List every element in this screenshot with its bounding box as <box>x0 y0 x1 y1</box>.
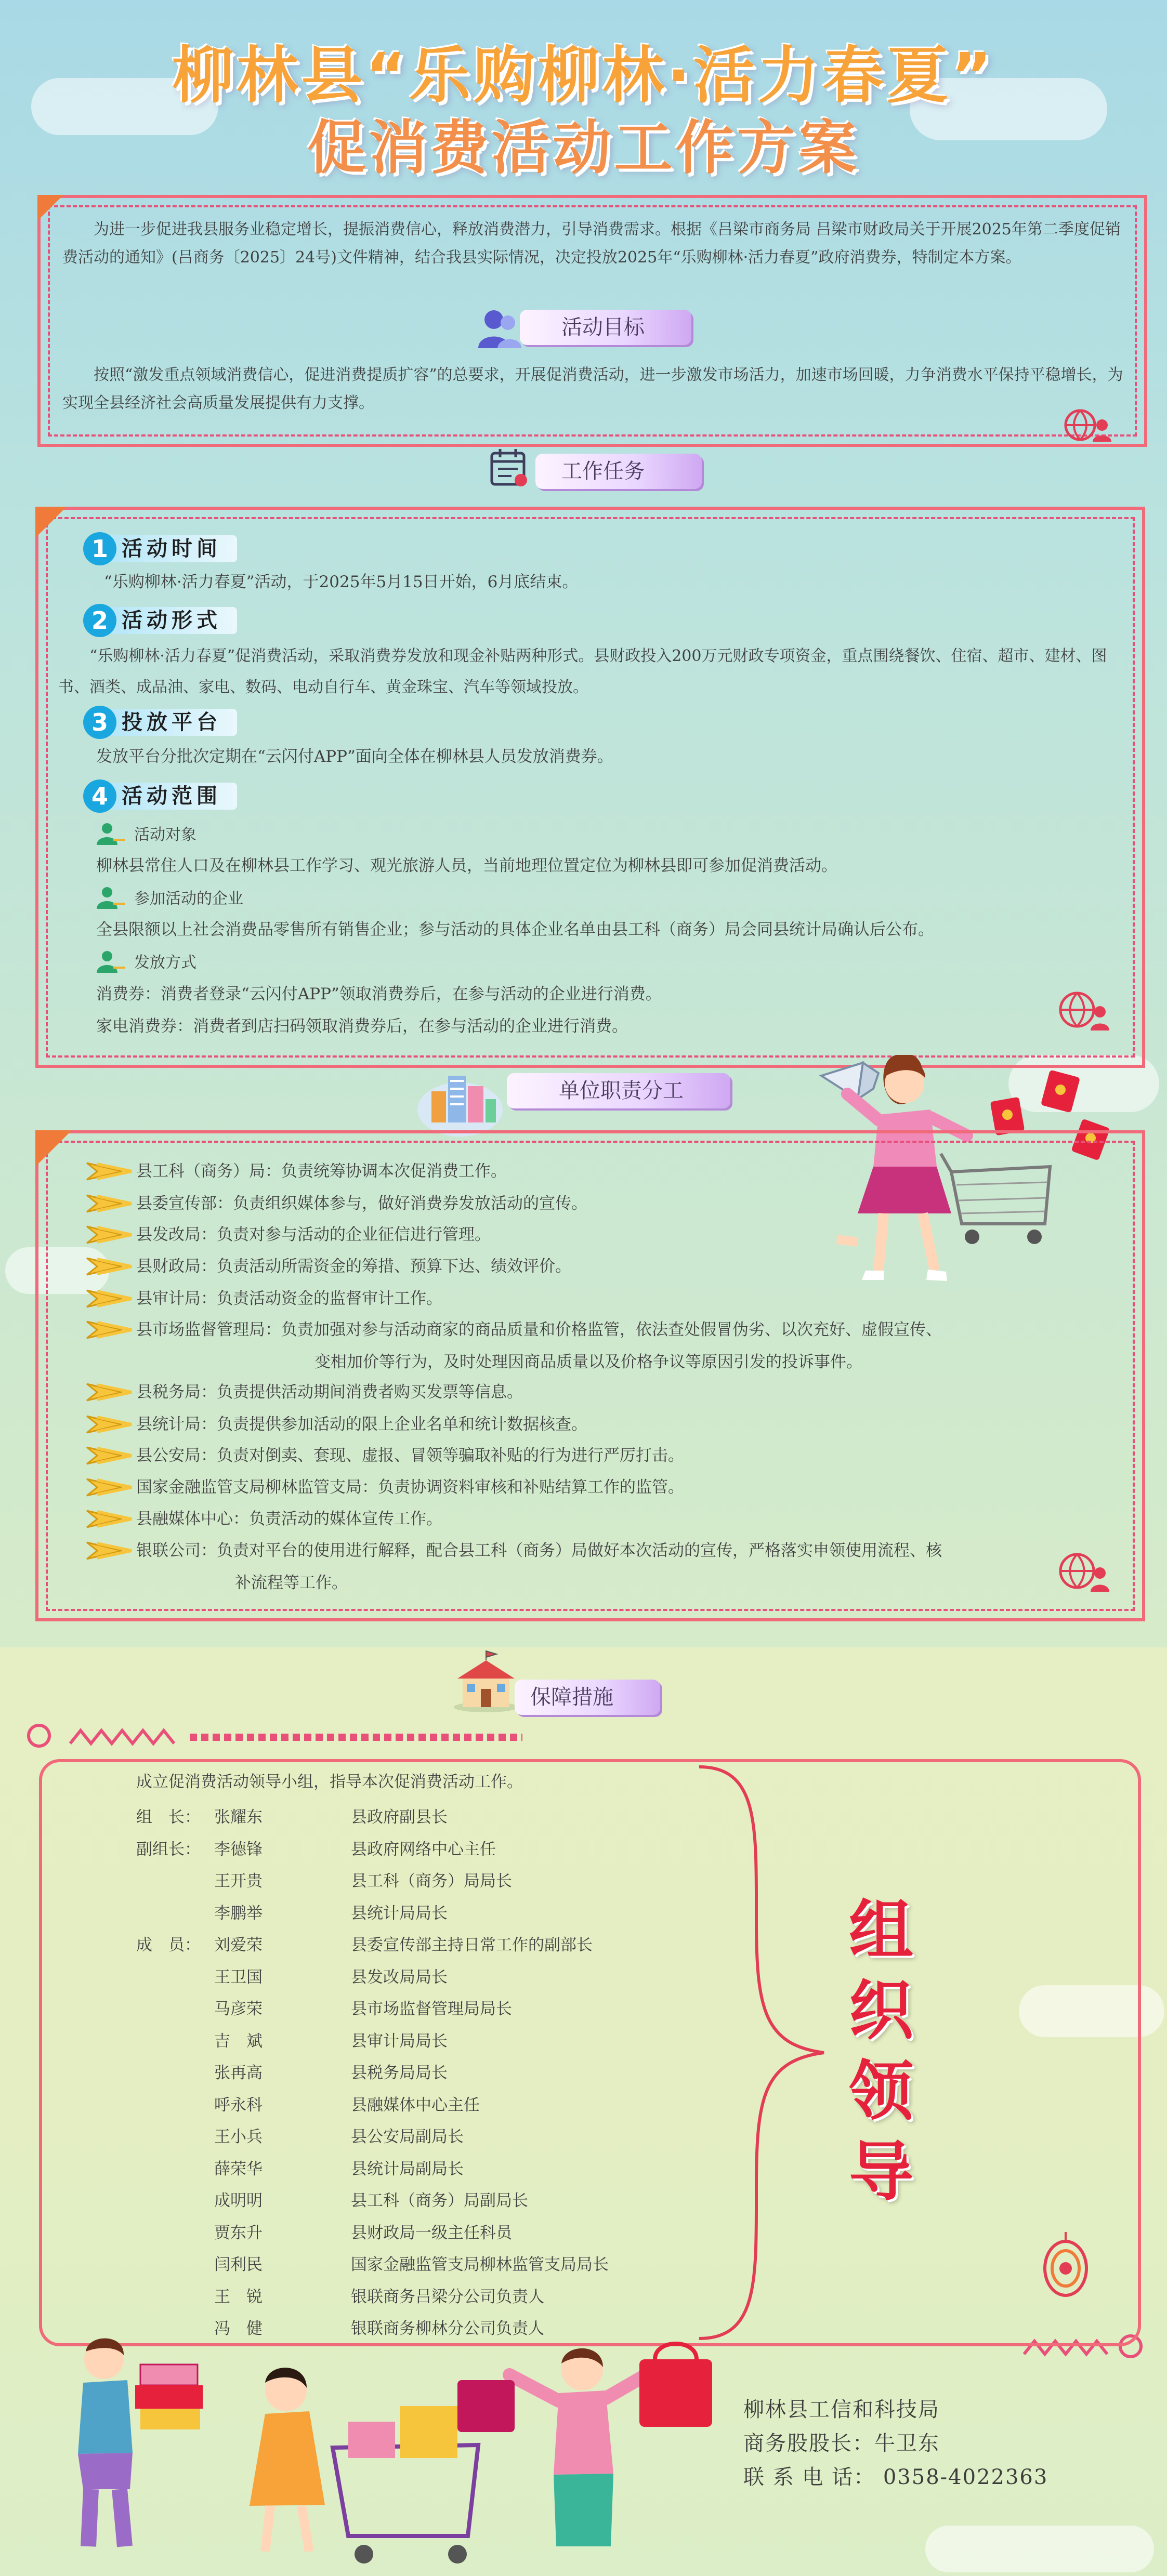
arrow-bullet-icon <box>86 1256 134 1277</box>
task-text-platform: 发放平台分批次定期在“云闪付APP”面向全体在柳林县人员发放消费券。 <box>96 747 613 766</box>
task-heading-platform <box>83 706 260 739</box>
member-title: 县公安局副局长 <box>351 2128 464 2146</box>
scope-enterprise-text: 全县限额以上社会消费品零售所有销售企业；参与活动的具体企业名单由县工科（商务）局会同县统计局确认后公布。 <box>96 920 934 939</box>
person-icon <box>94 950 126 973</box>
intro-paragraph: 为进一步促进我县服务业稳定增长，提振消费信心，释放消费潜力，引导消费需求。根据《吕梁市商务局 吕梁市财政局关于开展2025年第二季度促销费活动的通知》(吕商务〔2025〕24号)文件精神，结合我县实际情况，决定投放2025年“乐购柳林·活力春夏”政府消费券，特制定本方案。 <box>62 220 1121 267</box>
zigzag-decoration <box>23 1723 543 1749</box>
task-text-time: “乐购柳林·活力春夏”活动，于2025年5月15日开始，6月底结束。 <box>104 573 579 591</box>
duty-item-continued: 补流程等工作。 <box>235 1574 348 1592</box>
shoppers-illustration <box>42 2318 738 2572</box>
person-icon <box>94 886 126 909</box>
arrow-bullet-icon <box>86 1382 134 1403</box>
member-name: 冯 健 <box>214 2319 263 2338</box>
guarantee-intro: 成立促消费活动领导小组，指导本次促消费活动工作。 <box>136 1773 523 1791</box>
arrow-bullet-icon <box>86 1509 134 1529</box>
duty-item: 县公安局：负责对倒卖、套现、虚报、冒领等骗取补贴的行为进行严厉打击。 <box>136 1446 684 1465</box>
scope-method-line2: 家电消费券：消费者到店扫码领取消费券后，在参与活动的企业进行消费。 <box>96 1017 628 1036</box>
duty-item: 县市场监督管理局：负责加强对参与活动商家的商品质量和价格监管，依法查处假冒伪劣、以次充好、虚假宣传、 <box>136 1320 942 1339</box>
member-name: 张再高 <box>214 2064 263 2082</box>
school-building-icon <box>452 1650 520 1712</box>
arrow-bullet-icon <box>86 1477 134 1498</box>
globe-user-icon <box>1060 406 1118 443</box>
duty-item-continued: 变相加价等行为，及时处理因商品质量以及价格争议等原因引发的投诉事件。 <box>314 1353 862 1371</box>
member-title: 县工科（商务）局局长 <box>351 1872 512 1891</box>
frame-corner-decoration <box>37 195 63 221</box>
task-number: 3 <box>83 706 116 739</box>
globe-user-icon <box>1055 1551 1112 1593</box>
tasks-heading: 工作任务 <box>535 454 702 489</box>
duty-item: 县审计局：负责活动资金的监督审计工作。 <box>136 1289 442 1308</box>
member-name: 呼永科 <box>214 2095 263 2115</box>
footer-org: 柳林县工信和科技局 <box>743 2398 940 2422</box>
member-title: 银联商务柳林分公司负责人 <box>351 2319 544 2338</box>
member-role: 成 员： <box>136 1936 201 1954</box>
task-text-form: “乐购柳林·活力春夏”促消费活动，采取消费券发放和现金补贴两种形式。县财政投入200万元财政专项资金，重点围绕餐饮、住宿、超市、建材、图书、酒类、成品油、家电、数码、电动自行车、黄金珠宝、汽车等领域投放。 <box>58 647 1107 696</box>
target-icon <box>1042 2232 1089 2300</box>
member-title: 县统计局副局长 <box>351 2159 464 2178</box>
arrow-bullet-icon <box>86 1445 134 1466</box>
scope-target-label: 活动对象 <box>134 826 196 844</box>
scope-method-label: 发放方式 <box>134 954 196 972</box>
member-title: 县政府副县长 <box>351 1808 448 1827</box>
task-number: 4 <box>83 780 116 813</box>
duty-item: 国家金融监管支局柳林监管支局：负责协调资料审核和补贴结算工作的监管。 <box>136 1478 684 1497</box>
footer-phone: 联 系 电 话： 0358-4022363 <box>743 2465 1048 2489</box>
scope-target-text: 柳林县常住人口及在柳林县工作学习、观光旅游人员，当前地理位置定位为柳林县即可参加促消费活动。 <box>96 856 837 875</box>
member-title: 县委宣传部主持日常工作的副部长 <box>351 1936 593 1954</box>
org-leadership-char: 领 <box>848 2054 913 2129</box>
member-title: 国家金融监管支局柳林监管支局局长 <box>351 2255 609 2274</box>
arrow-bullet-icon <box>86 1319 134 1340</box>
member-title: 县审计局局长 <box>351 2031 448 2051</box>
arrow-bullet-icon <box>86 1193 134 1214</box>
org-leadership-char: 导 <box>848 2135 913 2210</box>
member-name: 吉 斌 <box>214 2031 263 2051</box>
person-icon <box>94 822 126 845</box>
globe-user-icon <box>1055 990 1112 1032</box>
calendar-icon <box>489 447 530 488</box>
member-title: 县发改局局长 <box>351 1967 448 1987</box>
page-title-line1: 柳林县“乐购柳林·活力春夏” <box>172 39 995 111</box>
cloud-decoration <box>925 2526 1154 2572</box>
goal-paragraph: 按照“激发重点领域消费信心，促进消费提质扩容”的总要求，开展促消费活动，进一步激发市场活力，加速市场回暖，力争消费水平保持平稳增长，为实现全县经济社会高质量发展提供有力支撑。 <box>62 366 1123 412</box>
org-leadership-char: 组 <box>848 1893 913 1968</box>
org-leadership-char: 织 <box>848 1974 913 2049</box>
arrow-bullet-icon <box>86 1224 134 1245</box>
duty-item: 县财政局：负责活动所需资金的筹措、预算下达、绩效评价。 <box>136 1257 571 1276</box>
member-title: 县政府网络中心主任 <box>351 1840 496 1859</box>
guarantee-heading: 保障措施 <box>515 1680 660 1715</box>
task-heading-scope <box>83 780 260 813</box>
member-title: 县市场监督管理局局长 <box>351 2000 512 2018</box>
duty-item: 县税务局：负责提供活动期间消费者购买发票等信息。 <box>136 1383 523 1402</box>
task-label: 投放平台 <box>107 709 237 736</box>
member-title: 县统计局局长 <box>351 1904 448 1923</box>
member-title: 县财政局一级主任科员 <box>351 2223 512 2242</box>
duty-item: 县工科（商务）局：负责统筹协调本次促消费工作。 <box>136 1162 507 1181</box>
member-name: 贾东升 <box>214 2223 263 2242</box>
member-name: 王开贵 <box>214 1872 263 1891</box>
goal-heading: 活动目标 <box>520 310 691 345</box>
frame-corner-decoration <box>35 507 67 538</box>
duty-item: 县融媒体中心：负责活动的媒体宣传工作。 <box>136 1510 442 1528</box>
page-title-line2: 促消费活动工作方案 <box>307 114 860 182</box>
member-title: 县税务局局长 <box>351 2064 448 2082</box>
member-name: 王小兵 <box>214 2128 263 2146</box>
member-name: 李德锋 <box>214 1840 263 1859</box>
duty-item: 县委宣传部：负责组织媒体参与，做好消费券发放活动的宣传。 <box>136 1194 587 1213</box>
member-name: 刘爱荣 <box>214 1936 263 1954</box>
arrow-bullet-icon <box>86 1414 134 1435</box>
member-name: 成明明 <box>214 2191 263 2210</box>
arrow-bullet-icon <box>86 1288 134 1309</box>
member-title: 银联商务吕梁分公司负责人 <box>351 2287 544 2306</box>
task-label: 活动范围 <box>107 783 237 810</box>
duty-item: 银联公司：负责对平台的使用进行解释，配合县工科（商务）局做好本次活动的宣传，严格落实申领使用流程、核 <box>136 1541 942 1560</box>
city-buildings-icon <box>416 1060 504 1138</box>
arrow-bullet-icon <box>86 1540 134 1561</box>
member-role: 组 长： <box>136 1808 201 1827</box>
duty-item: 县发改局：负责对参与活动的企业征信进行管理。 <box>136 1225 491 1244</box>
brace-decoration <box>697 1764 832 2341</box>
member-name: 马彦荣 <box>214 2000 263 2018</box>
footer-contact-person: 商务股股长：牛卫东 <box>743 2432 940 2455</box>
task-label: 活动形式 <box>107 607 237 634</box>
member-name: 薛荣华 <box>214 2159 263 2178</box>
task-heading-form <box>83 604 260 637</box>
member-title: 县融媒体中心主任 <box>351 2095 480 2115</box>
people-icon <box>476 304 522 351</box>
task-number: 2 <box>83 604 116 637</box>
member-name: 李鹏举 <box>214 1904 263 1923</box>
member-name: 王卫国 <box>214 1967 263 1987</box>
task-label: 活动时间 <box>107 535 237 562</box>
arrow-bullet-icon <box>86 1161 134 1182</box>
scope-enterprise-label: 参加活动的企业 <box>134 890 243 908</box>
member-name: 王 锐 <box>214 2287 263 2306</box>
member-name: 张耀东 <box>214 1808 263 1827</box>
duties-heading: 单位职责分工 <box>507 1073 730 1108</box>
member-title: 县工科（商务）局副局长 <box>351 2191 528 2210</box>
scope-method-line1: 消费券：消费者登录“云闪付APP”领取消费券后，在参与活动的企业进行消费。 <box>96 985 662 1003</box>
member-role: 副组长： <box>136 1840 201 1859</box>
frame-corner-decoration <box>35 1130 72 1167</box>
member-name: 闫利民 <box>214 2255 263 2274</box>
task-number: 1 <box>83 532 116 565</box>
duty-item: 县统计局：负责提供参加活动的限上企业名单和统计数据核查。 <box>136 1415 587 1434</box>
task-heading-time <box>83 532 260 565</box>
